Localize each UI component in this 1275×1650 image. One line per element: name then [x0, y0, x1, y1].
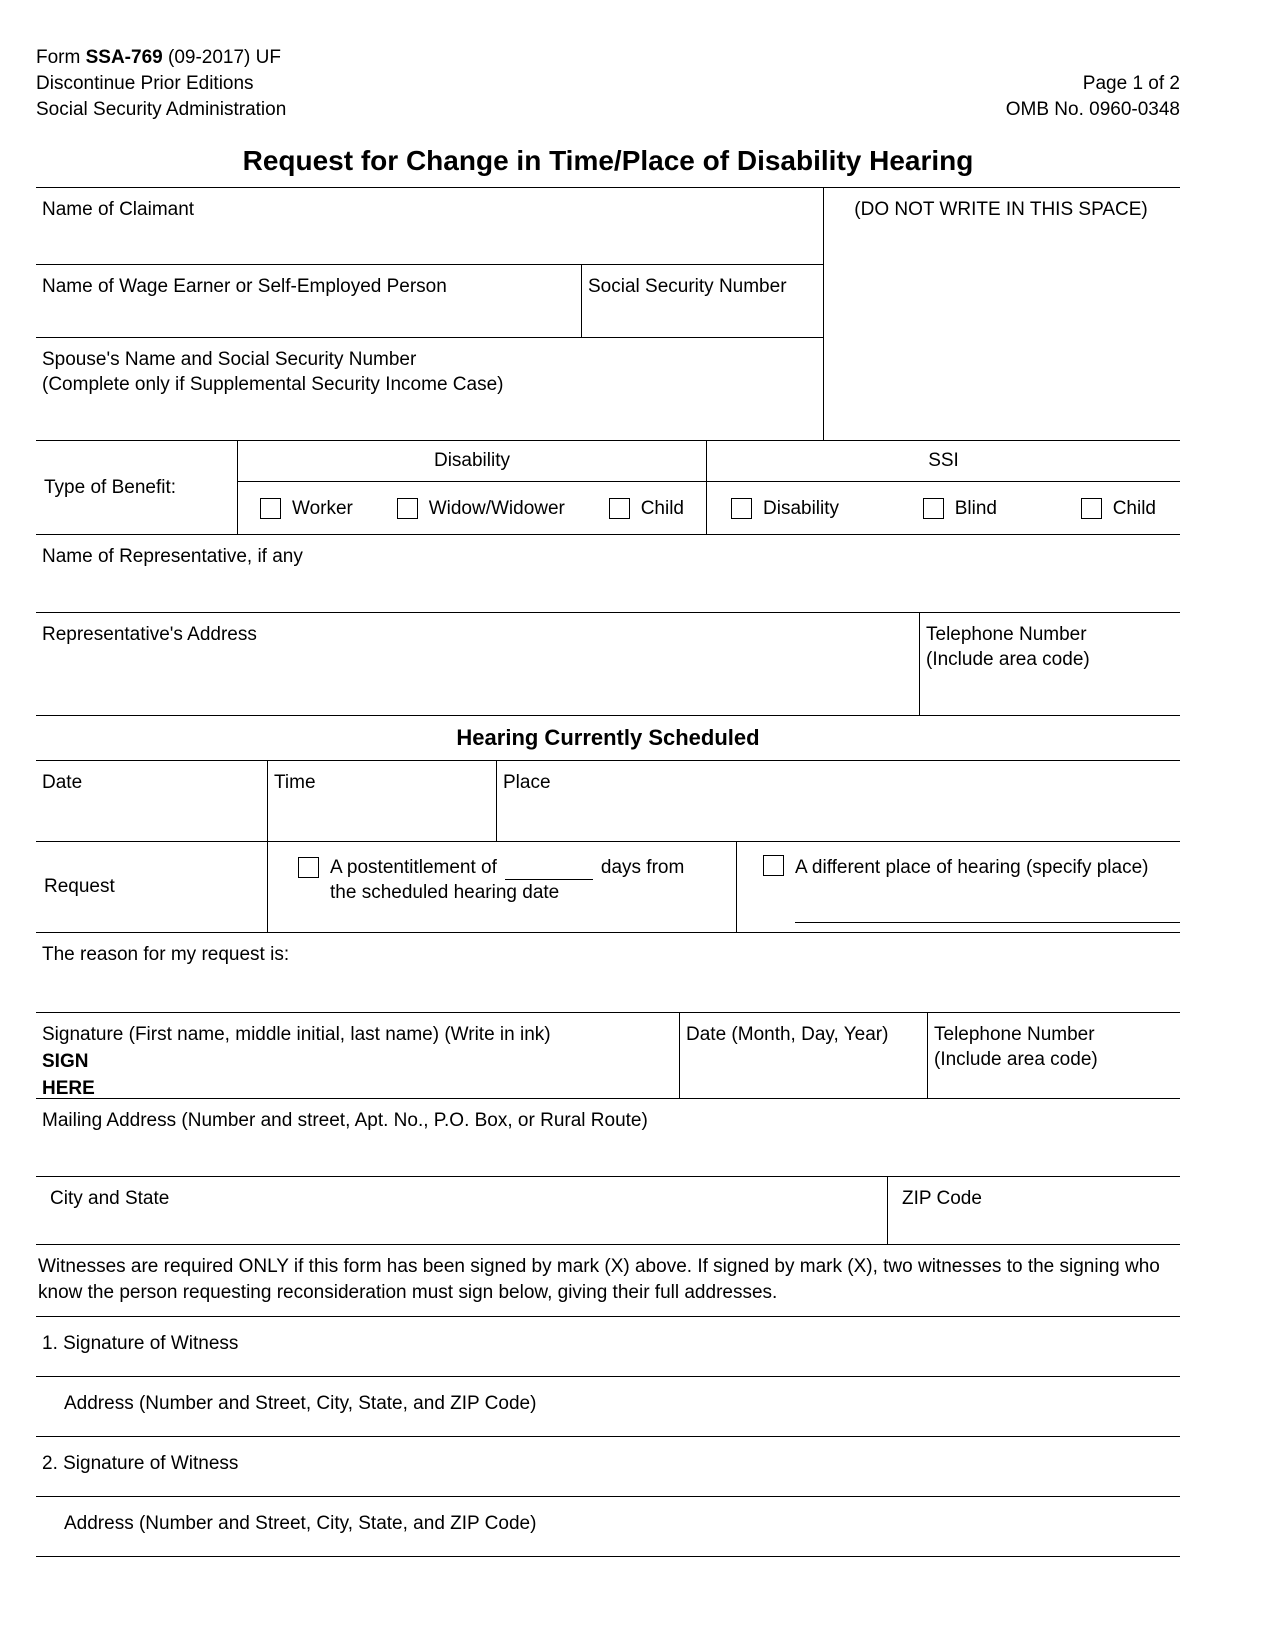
- page-header: [36, 45, 1180, 123]
- disability-options: [238, 482, 707, 534]
- spouse-label-line1: Spouse's Name and Social Security Number: [42, 349, 417, 370]
- city-zip-row: [36, 1177, 1180, 1245]
- do-not-write-label: (DO NOT WRITE IN THIS SPACE): [854, 199, 1148, 220]
- ssi-child-checkbox[interactable]: [1081, 498, 1102, 519]
- signature-label: Signature (First name, middle initial, last name) (Write in ink): [42, 1024, 551, 1045]
- ssi-options: [707, 482, 1180, 534]
- discontinue-line: Discontinue Prior Editions: [36, 73, 254, 94]
- different-place-option: [737, 842, 1180, 932]
- witness2-address-field[interactable]: [36, 1497, 1180, 1557]
- signature-date-field[interactable]: [680, 1013, 928, 1098]
- form-suffix: (09-2017) UF: [162, 47, 281, 68]
- worker-option: [260, 496, 353, 521]
- signature-row: [36, 1013, 1180, 1099]
- witness1-signature-field[interactable]: [36, 1317, 1180, 1377]
- ssi-group-header: SSI: [928, 450, 959, 471]
- disability-child-checkbox[interactable]: [609, 498, 630, 519]
- representative-label: Name of Representative, if any: [42, 546, 303, 567]
- signature-phone-label-line1: Telephone Number: [934, 1024, 1095, 1045]
- wage-earner-label: Name of Wage Earner or Self-Employed Person: [42, 276, 447, 297]
- signature-phone-field[interactable]: [928, 1013, 1180, 1098]
- witness1-address-field[interactable]: [36, 1377, 1180, 1437]
- mailing-address-label: Mailing Address (Number and street, Apt. No., P.O. Box, or Rural Route): [42, 1110, 648, 1131]
- postponement-days-input[interactable]: [505, 860, 593, 880]
- blind-checkbox[interactable]: [923, 498, 944, 519]
- hearing-schedule-row: [36, 761, 1180, 842]
- reason-label: The reason for my request is:: [42, 944, 290, 965]
- request-row: [36, 842, 1180, 933]
- identity-left-column: [36, 188, 823, 440]
- hearing-time-label: Time: [274, 772, 316, 793]
- claimant-label: Name of Claimant: [42, 199, 195, 220]
- widow-widower-option: [397, 496, 565, 521]
- form-body: [36, 187, 1180, 1557]
- benefit-group-headers: [238, 441, 1180, 482]
- hearing-place-field[interactable]: [497, 761, 1180, 841]
- do-not-write-box: [823, 188, 1180, 440]
- different-place-label: A different place of hearing (specify place): [795, 857, 1149, 878]
- representative-field[interactable]: [36, 535, 1180, 613]
- hearing-place-label: Place: [503, 772, 551, 793]
- ssi-disability-checkbox[interactable]: [731, 498, 752, 519]
- different-place-checkbox[interactable]: [763, 855, 784, 876]
- postponement-line2: the scheduled hearing date: [330, 882, 560, 903]
- hearing-section-heading: Hearing Currently Scheduled: [36, 716, 1180, 761]
- signature-date-label: Date (Month, Day, Year): [686, 1024, 889, 1045]
- widow-widower-checkbox[interactable]: [397, 498, 418, 519]
- worker-checkbox-label: Worker: [292, 497, 353, 519]
- mailing-address-field[interactable]: [36, 1099, 1180, 1177]
- form-number-line: [36, 45, 286, 71]
- postponement-option: [268, 842, 737, 932]
- rep-phone-field[interactable]: [920, 613, 1180, 715]
- postponement-checkbox[interactable]: [298, 857, 319, 878]
- disability-group-header: Disability: [238, 441, 707, 481]
- rep-address-field[interactable]: [36, 613, 920, 715]
- claimant-field[interactable]: [36, 188, 823, 265]
- hearing-date-label: Date: [42, 772, 83, 793]
- blind-option: [923, 496, 997, 521]
- witness1-address-label: Address (Number and Street, City, State, and ZIP Code): [64, 1393, 537, 1414]
- witness2-signature-field[interactable]: [36, 1437, 1180, 1497]
- ssn-label: Social Security Number: [588, 276, 787, 297]
- wage-earner-row: [36, 265, 823, 338]
- request-label: Request: [36, 842, 268, 932]
- widow-widower-checkbox-label: Widow/Widower: [428, 497, 565, 519]
- rep-address-label: Representative's Address: [42, 624, 257, 645]
- wage-earner-field[interactable]: [36, 265, 582, 337]
- identity-section: [36, 188, 1180, 441]
- sign-here-word1: SIGN: [42, 1051, 89, 1072]
- form-prefix: Form: [36, 47, 86, 68]
- postponement-text-pre: A postentitlement of: [330, 857, 497, 878]
- city-state-label: City and State: [50, 1188, 170, 1209]
- form-title: Request for Change in Time/Place of Disability Hearing: [242, 145, 974, 176]
- spouse-field[interactable]: [36, 338, 823, 440]
- ssn-field[interactable]: [582, 265, 823, 337]
- ssi-child-checkbox-label: Child: [1112, 497, 1156, 519]
- specify-place-input[interactable]: [795, 922, 1180, 923]
- page-number: Page 1 of 2: [1082, 73, 1180, 94]
- ssi-disability-option: [731, 496, 839, 521]
- form-number: SSA-769: [85, 47, 163, 68]
- ssi-disability-checkbox-label: Disability: [763, 497, 840, 519]
- hearing-time-field[interactable]: [268, 761, 497, 841]
- rep-phone-label-line2: (Include area code): [926, 649, 1090, 670]
- signature-phone-label-line2: (Include area code): [934, 1049, 1098, 1070]
- reason-field[interactable]: [36, 933, 1180, 1013]
- rep-address-section: [36, 613, 1180, 716]
- hearing-date-field[interactable]: [36, 761, 268, 841]
- postponement-text-post: days from: [600, 857, 685, 878]
- city-state-field[interactable]: [36, 1177, 888, 1244]
- page-omb-block: [1006, 45, 1180, 123]
- disability-child-checkbox-label: Child: [640, 497, 684, 519]
- worker-checkbox[interactable]: [260, 498, 281, 519]
- zip-code-field[interactable]: [888, 1177, 1180, 1244]
- benefit-type-label: Type of Benefit:: [36, 441, 238, 534]
- form-id-block: [36, 45, 286, 123]
- witness2-address-label: Address (Number and Street, City, State, and ZIP Code): [64, 1513, 537, 1534]
- blind-checkbox-label: Blind: [954, 497, 997, 519]
- witness1-signature-label: 1. Signature of Witness: [42, 1333, 239, 1354]
- sign-here-word2: HERE: [42, 1078, 95, 1099]
- agency-line: Social Security Administration: [36, 99, 287, 120]
- zip-code-label: ZIP Code: [902, 1188, 982, 1209]
- postponement-text: [330, 855, 684, 905]
- disability-child-option: [609, 496, 684, 521]
- ssi-child-option: [1081, 496, 1156, 521]
- benefit-grid: [238, 441, 1180, 534]
- benefit-section: [36, 441, 1180, 535]
- postponement-line1: [330, 855, 684, 880]
- witness2-signature-label: 2. Signature of Witness: [42, 1453, 239, 1474]
- benefit-checkbox-row: [238, 482, 1180, 534]
- witness-note: Witnesses are required ONLY if this form has been signed by mark (X) above. If signed by mark (X), two witnesses to the signing who know the person requesting reconsideration must sign below, giving their full addresses.: [36, 1245, 1180, 1317]
- rep-phone-label-line1: Telephone Number: [926, 624, 1087, 645]
- spouse-label-line2: (Complete only if Supplemental Security Income Case): [42, 374, 504, 395]
- signature-field[interactable]: [36, 1013, 680, 1098]
- omb-number: OMB No. 0960-0348: [1005, 99, 1180, 120]
